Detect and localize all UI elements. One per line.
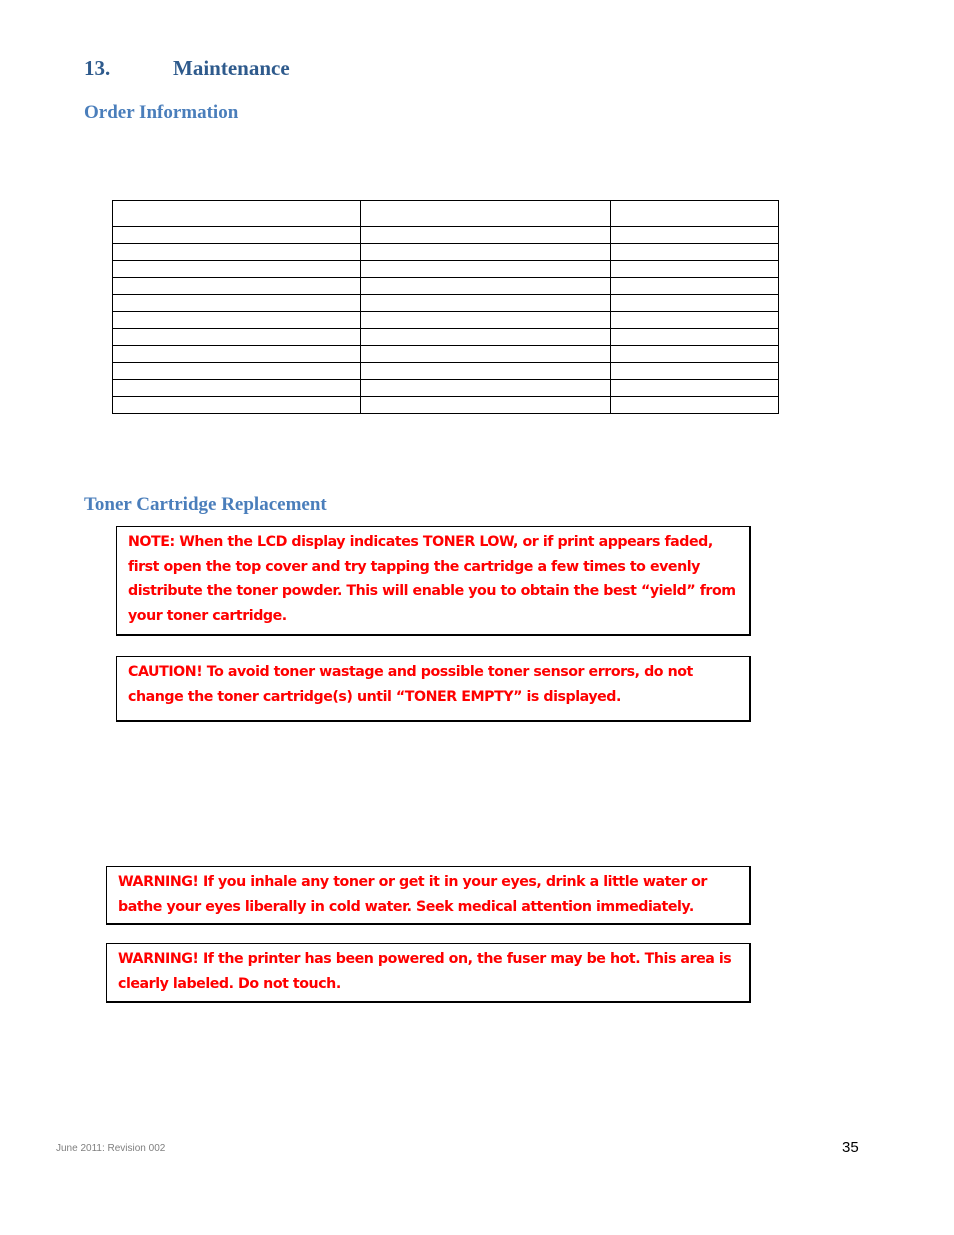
toner-caution-box [116, 656, 751, 722]
fuser-hot-warning-text: WARNING! If the printer has been powered on, the fuser may be hot. This area is clearly labeled. Do not touch. [118, 951, 732, 992]
table-row [113, 278, 779, 295]
table-cell [113, 397, 361, 414]
table-cell [361, 201, 610, 227]
table-row [113, 295, 779, 312]
section-title: Maintenance [173, 56, 290, 80]
table-cell [361, 380, 610, 397]
table-cell [610, 363, 778, 380]
table-cell [610, 261, 778, 278]
footer-revision: June 2011: Revision 002 [56, 1143, 166, 1154]
table-row [113, 397, 779, 414]
table-cell [361, 363, 610, 380]
table-cell [610, 397, 778, 414]
table-cell [610, 329, 778, 346]
table-cell [610, 244, 778, 261]
table-row [113, 346, 779, 363]
table-cell [361, 329, 610, 346]
table-cell [361, 261, 610, 278]
table-cell [361, 278, 610, 295]
table-cell [610, 380, 778, 397]
table-cell [361, 295, 610, 312]
table-cell [610, 312, 778, 329]
toner-low-note-box [116, 526, 751, 636]
table-cell [113, 363, 361, 380]
table-cell [610, 278, 778, 295]
toner-inhale-warning-box [106, 866, 751, 925]
table-cell [113, 201, 361, 227]
table-cell [361, 397, 610, 414]
table-row [113, 244, 779, 261]
toner-low-note-text: NOTE: When the LCD display indicates TONER LOW, or if print appears faded, first open the top cover and try tapping the cartridge a few times to evenly distribute the toner powder. This will enable you to obtain the best “yield” from your toner cartridge. [128, 534, 736, 624]
order-information-table [112, 200, 779, 414]
table-cell [113, 312, 361, 329]
table-cell [610, 227, 778, 244]
table-row [113, 261, 779, 278]
table-cell [113, 346, 361, 363]
order-information-heading: Order Information [84, 102, 239, 123]
table-cell [610, 346, 778, 363]
table-cell [610, 201, 778, 227]
table-cell [113, 227, 361, 244]
table-cell [113, 295, 361, 312]
fuser-hot-warning-box [106, 943, 751, 1003]
table-cell [113, 380, 361, 397]
table-cell [113, 329, 361, 346]
table-row [113, 380, 779, 397]
toner-replacement-heading: Toner Cartridge Replacement [84, 494, 327, 515]
section-number: 13. [84, 56, 111, 80]
table-row [113, 312, 779, 329]
toner-inhale-warning-text: WARNING! If you inhale any toner or get it in your eyes, drink a little water or bathe your eyes liberally in cold water. Seek medical attention immediately. [118, 874, 707, 915]
page-number: 35 [842, 1139, 859, 1156]
table-cell [361, 227, 610, 244]
table-row [113, 329, 779, 346]
table-cell [361, 346, 610, 363]
table-cell [113, 244, 361, 261]
table-cell [113, 278, 361, 295]
table-row [113, 363, 779, 380]
table-cell [361, 244, 610, 261]
table-row [113, 201, 779, 227]
table-cell [113, 261, 361, 278]
toner-caution-text: CAUTION! To avoid toner wastage and possible toner sensor errors, do not change the toner cartridge(s) until “TONER EMPTY” is displayed. [128, 664, 693, 705]
table-row [113, 227, 779, 244]
table-cell [361, 312, 610, 329]
table-cell [610, 295, 778, 312]
